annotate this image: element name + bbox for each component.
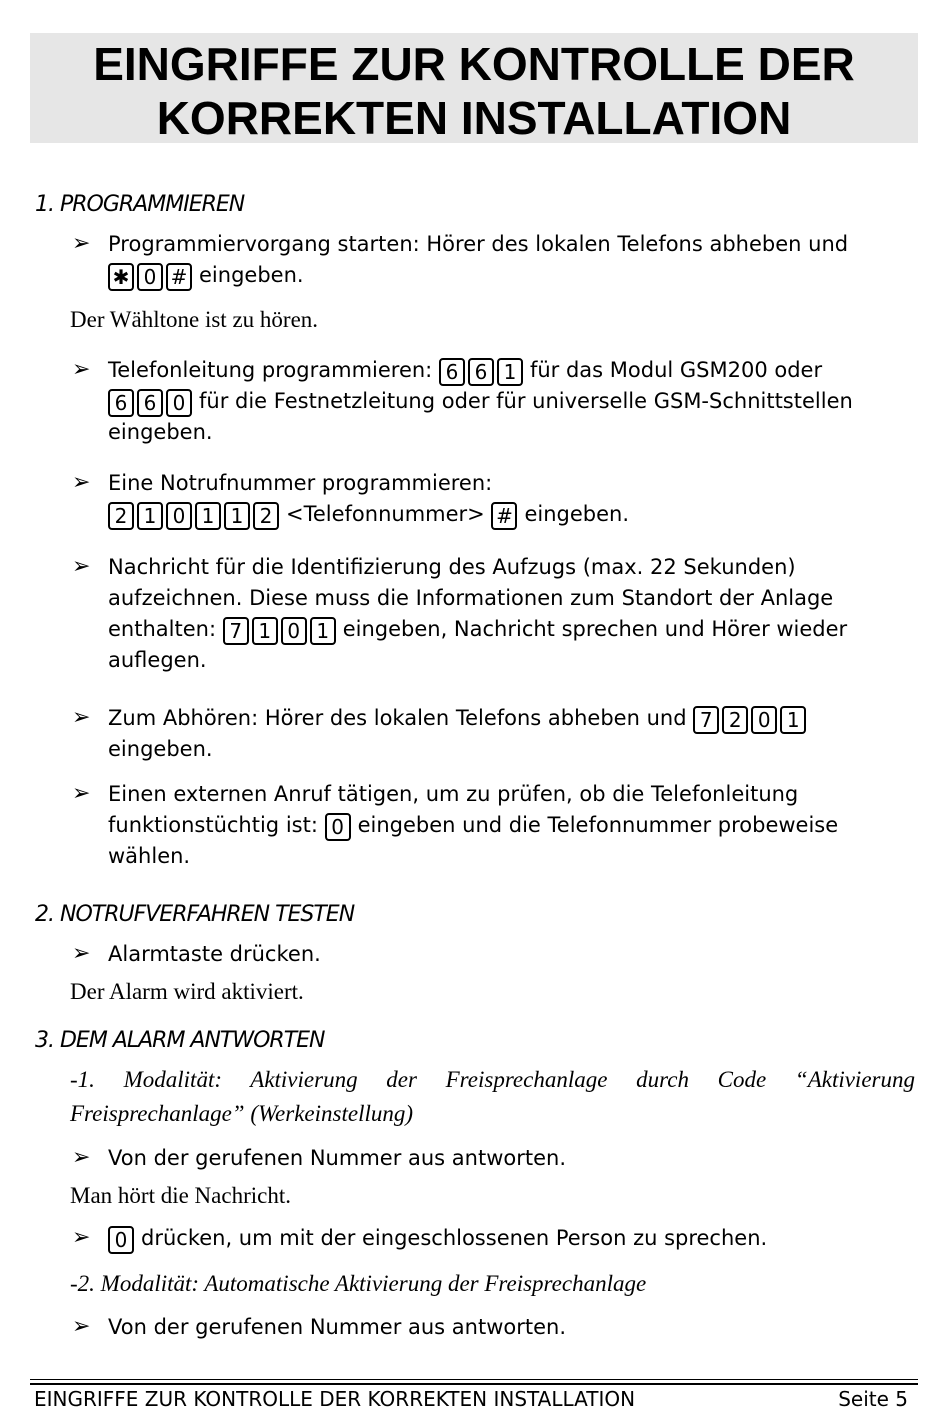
keypad-key: 6 xyxy=(468,358,494,386)
keypad-key: 0 xyxy=(325,813,351,841)
keypad-key: 2 xyxy=(722,706,748,734)
keypad-key: 2 xyxy=(108,502,134,530)
s1-item-3-text: Eine Notrufnummer programmieren: xyxy=(108,471,493,495)
s1-item-4 xyxy=(108,552,908,676)
bullet-icon: ➢ xyxy=(72,554,91,579)
s1-item-3-after: eingeben. xyxy=(524,502,630,526)
keypad-key: 0 xyxy=(166,502,192,530)
s1-item-2-after: für die Festnetzleitung oder für universelle GSM-Schnittstellen eingeben. xyxy=(108,389,853,444)
keypad-key: # xyxy=(166,263,192,291)
s1-item-5 xyxy=(108,703,908,765)
keypad-keys xyxy=(108,1223,137,1254)
keypad-key: 1 xyxy=(195,502,221,530)
keypad-key: 0 xyxy=(751,706,777,734)
keypad-keys xyxy=(325,810,354,841)
keypad-keys xyxy=(439,355,526,386)
s3-note: Man hört die Nachricht. xyxy=(70,1183,291,1208)
s1-item-2-mid: für das Modul GSM200 oder xyxy=(529,358,823,382)
s3-mode-1: -1. Modalität: Aktivierung der Freisprechanlage durch Code “Aktivierung Freisprechanlage” (Werkeinstellung) xyxy=(70,1067,915,1126)
page-number: Seite 5 xyxy=(838,1387,908,1411)
bullet-icon: ➢ xyxy=(72,705,91,730)
keypad-key: 1 xyxy=(224,502,250,530)
footer-title: EINGRIFFE ZUR KONTROLLE DER KORREKTEN INSTALLATION xyxy=(34,1387,636,1411)
s1-item-4-after: eingeben, Nachricht sprechen und Hörer wieder auflegen. xyxy=(108,617,848,672)
bullet-icon: ➢ xyxy=(72,357,91,382)
bullet-icon: ➢ xyxy=(72,781,91,806)
bullet-icon: ➢ xyxy=(72,231,91,256)
keypad-keys xyxy=(108,499,282,530)
s1-note-1: Der Wähltone ist zu hören. xyxy=(70,307,319,332)
page-title xyxy=(30,33,918,143)
s2-note: Der Alarm wird aktiviert. xyxy=(70,979,304,1004)
keypad-key: 0 xyxy=(137,263,163,291)
keypad-keys xyxy=(108,260,195,291)
footer-divider xyxy=(30,1379,918,1380)
keypad-key: 1 xyxy=(780,706,806,734)
s1-item-6-after: eingeben und die Telefonnummer probeweise wählen. xyxy=(108,813,839,868)
section-3-heading: 3. DEM ALARM ANTWORTEN xyxy=(35,1028,325,1053)
s1-item-2 xyxy=(108,355,908,448)
s1-item-3 xyxy=(108,468,908,530)
keypad-key: 1 xyxy=(252,617,278,645)
section-1-heading: 1. PROGRAMMIEREN xyxy=(35,192,245,217)
keypad-key: 1 xyxy=(497,358,523,386)
keypad-key: 0 xyxy=(281,617,307,645)
keypad-key: 0 xyxy=(166,389,192,417)
bullet-icon: ➢ xyxy=(72,1225,91,1250)
footer-divider xyxy=(30,1383,918,1385)
s1-item-1 xyxy=(108,229,908,291)
keypad-keys xyxy=(491,499,520,530)
bullet-icon: ➢ xyxy=(72,470,91,495)
keypad-keys xyxy=(223,614,339,645)
s3-item-3: Von der gerufenen Nummer aus antworten. xyxy=(108,1315,567,1339)
keypad-key: 6 xyxy=(137,389,163,417)
keypad-key: 7 xyxy=(693,706,719,734)
s3-item-2 xyxy=(108,1223,908,1254)
keypad-key: 6 xyxy=(439,358,465,386)
s1-item-1-text: Programmiervorgang starten: Hörer des lokalen Telefons abheben und xyxy=(108,232,849,256)
s3-mode-2: -2. Modalität: Automatische Aktivierung der Freisprechanlage xyxy=(70,1271,647,1296)
s1-item-5-after: eingeben. xyxy=(108,737,213,761)
keypad-key: 1 xyxy=(310,617,336,645)
keypad-key: 2 xyxy=(253,502,279,530)
keypad-key: 7 xyxy=(223,617,249,645)
keypad-keys xyxy=(693,703,809,734)
title-line-2: KORREKTEN INSTALLATION xyxy=(156,92,792,144)
s1-item-2-text: Telefonleitung programmieren: xyxy=(108,358,433,382)
bullet-icon: ➢ xyxy=(72,1314,91,1339)
bullet-icon: ➢ xyxy=(72,941,91,966)
s1-item-5-text: Zum Abhören: Hörer des lokalen Telefons abheben und xyxy=(108,706,687,730)
s1-item-6 xyxy=(108,779,908,872)
keypad-key: ✱ xyxy=(108,263,134,291)
section-2-heading: 2. NOTRUFVERFAHREN TESTEN xyxy=(35,902,355,927)
s1-item-4-text: Nachricht für die Identifizierung des Aufzugs (max. 22 Sekunden) aufzeichnen. Diese muss die Informationen zum Standort der Anlage enthalten: xyxy=(108,555,834,641)
title-line-1: EINGRIFFE ZUR KONTROLLE DER xyxy=(93,38,855,90)
keypad-keys xyxy=(108,386,195,417)
s3-item-1: Von der gerufenen Nummer aus antworten. xyxy=(108,1146,567,1170)
keypad-key: 0 xyxy=(108,1226,134,1254)
s2-item-1: Alarmtaste drücken. xyxy=(108,942,321,966)
keypad-key: 6 xyxy=(108,389,134,417)
s1-item-1-after: eingeben. xyxy=(199,263,304,287)
keypad-key: 1 xyxy=(137,502,163,530)
s1-item-3-mid: <Telefonnummer> xyxy=(286,502,485,526)
s3-item-2-after: drücken, um mit der eingeschlossenen Person zu sprechen. xyxy=(141,1226,768,1250)
s1-item-6-text: Einen externen Anruf tätigen, um zu prüfen, ob die Telefonleitung funktionstüchtig ist: xyxy=(108,782,799,837)
keypad-key: # xyxy=(491,502,517,530)
bullet-icon: ➢ xyxy=(72,1145,91,1170)
